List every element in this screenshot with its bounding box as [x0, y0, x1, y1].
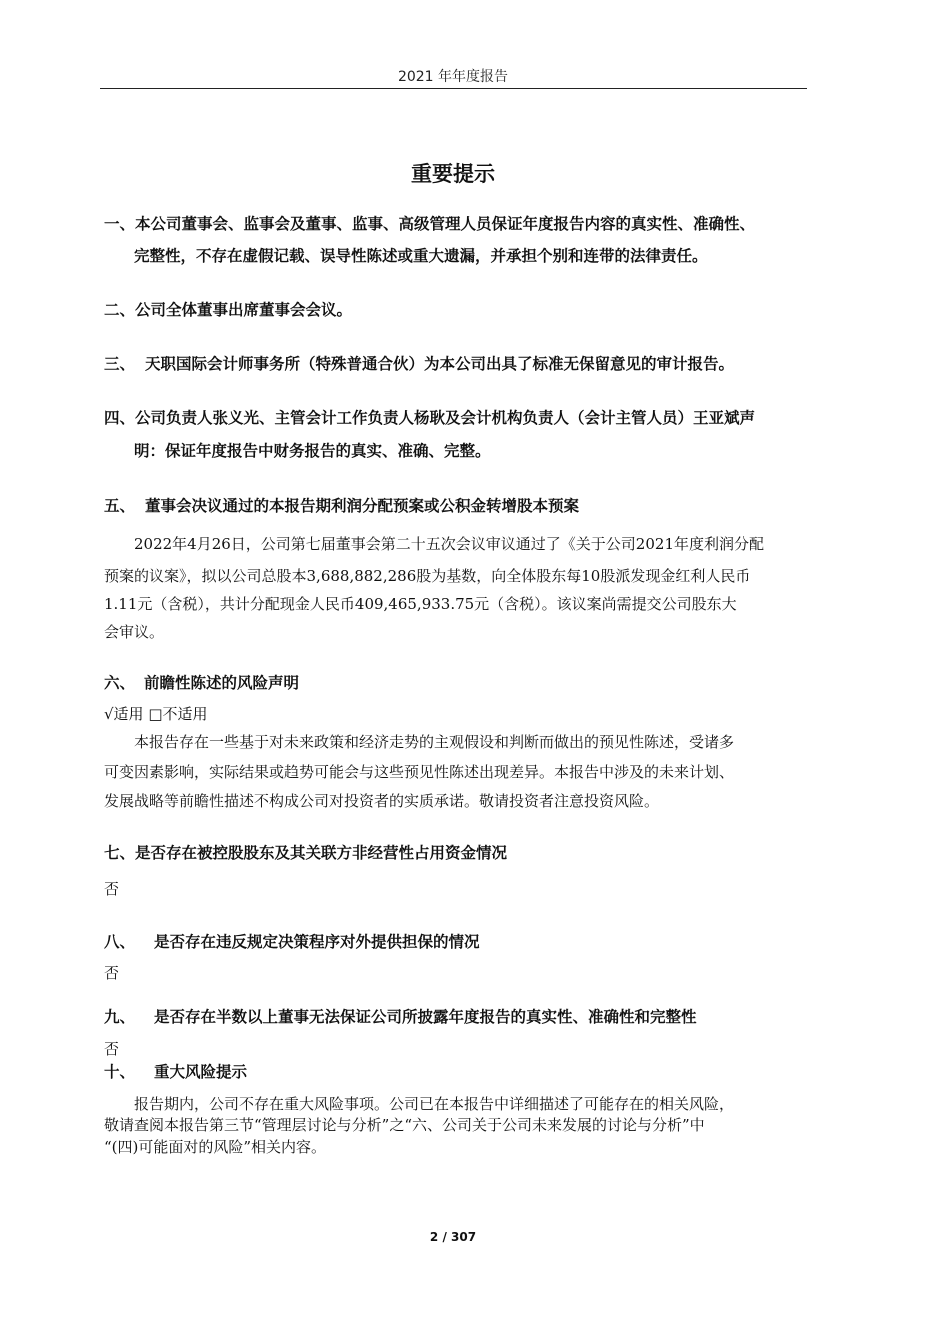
section-5-paragraph-line-3: 1.11元（含税），共计分配现金人民币409,465,933.75元（含税）。该议案尚需提交公司股东大	[104, 595, 737, 613]
page-title: 重要提示	[411, 162, 495, 186]
section-6-number: 六、	[104, 674, 136, 692]
section-7-heading: 七、是否存在被控股股东及其关联方非经营性占用资金情况	[104, 844, 508, 862]
section-1-line-1: 一、本公司董事会、监事会及董事、监事、高级管理人员保证年度报告内容的真实性、准确性、	[104, 215, 756, 233]
section-6-heading	[104, 671, 299, 693]
section-10-heading	[104, 1060, 247, 1082]
section-6-paragraph-line-3: 发展战略等前瞻性描述不构成公司对投资者的实质承诺。敬请投资者注意投资风险。	[104, 792, 660, 810]
section-6-text: 前瞻性陈述的风险声明	[144, 674, 300, 692]
section-5-paragraph-line-4: 会审议。	[104, 623, 165, 641]
section-5-number: 五、	[104, 497, 136, 515]
section-7-answer: 否	[104, 880, 120, 898]
section-5-paragraph-line-1: 2022年4月26日，公司第七届董事会第二十五次会议审议通过了《关于公司2021年度利润分配	[134, 535, 764, 553]
section-9-answer: 否	[104, 1040, 120, 1058]
section-6-paragraph-line-2: 可变因素影响，实际结果或趋势可能会与这些预见性陈述出现差异。本报告中涉及的未来计划、	[104, 763, 735, 781]
section-10-paragraph-line-2: 敬请查阅本报告第三节“管理层讨论与分析”之“六、公司关于公司未来发展的讨论与分析”中	[104, 1116, 705, 1134]
section-6-paragraph-line-1: 本报告存在一些基于对未来政策和经济走势的主观假设和判断而做出的预见性陈述，受诸多	[134, 733, 735, 751]
section-10-paragraph-line-1: 报告期内，公司不存在重大风险事项。公司已在本报告中详细描述了可能存在的相关风险，	[134, 1095, 735, 1113]
section-9-text: 是否存在半数以上董事无法保证公司所披露年度报告的真实性、准确性和完整性	[154, 1008, 697, 1026]
applicability-options: √适用 □不适用	[104, 705, 208, 723]
section-10-paragraph-line-3: “(四)可能面对的风险”相关内容。	[104, 1138, 327, 1156]
section-5-heading	[104, 494, 579, 516]
section-5-paragraph-line-2: 预案的议案》，拟以公司总股本3,688,882,286股为基数，向全体股东每10股派发现金红利人民币	[104, 567, 751, 585]
section-10-text: 重大风险提示	[154, 1063, 248, 1081]
section-8-answer: 否	[104, 964, 120, 982]
section-5-text: 董事会决议通过的本报告期利润分配预案或公积金转增股本预案	[145, 497, 580, 515]
section-8-heading	[104, 930, 480, 952]
header-rule	[100, 88, 807, 89]
section-3-number: 三、	[104, 355, 136, 373]
section-9-number: 九、	[104, 1008, 136, 1026]
section-8-number: 八、	[104, 933, 136, 951]
section-2-heading: 二、公司全体董事出席董事会会议。	[104, 301, 353, 319]
section-4-line-2: 明：保证年度报告中财务报告的真实、准确、完整。	[134, 442, 491, 460]
section-9-heading	[104, 1005, 697, 1027]
section-8-text: 是否存在违反规定决策程序对外提供担保的情况	[154, 933, 480, 951]
section-1-line-2: 完整性，不存在虚假记载、误导性陈述或重大遗漏，并承担个别和连带的法律责任。	[134, 247, 708, 265]
page-number: 2 / 307	[429, 1230, 477, 1244]
section-10-number: 十、	[104, 1063, 136, 1081]
section-3-heading	[104, 352, 734, 374]
section-3-text: 天职国际会计师事务所（特殊普通合伙）为本公司出具了标准无保留意见的审计报告。	[145, 355, 735, 373]
section-4-line-1: 四、公司负责人张义光、主管会计工作负责人杨耿及会计机构负责人（会计主管人员）王亚斌声	[104, 409, 756, 427]
header-title: 2021 年年度报告	[397, 69, 509, 85]
